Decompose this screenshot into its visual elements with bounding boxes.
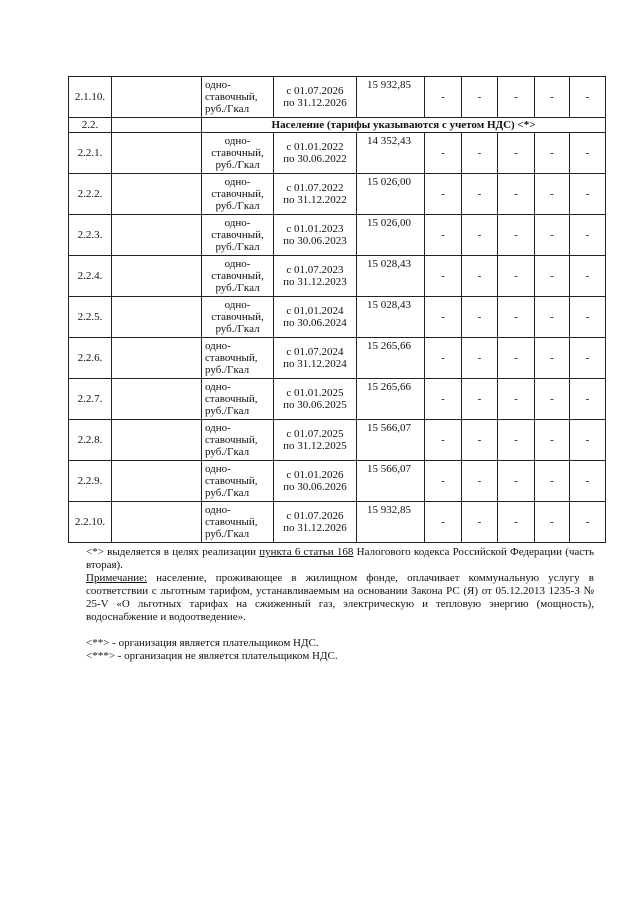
unit-cell: одно-ставочный, руб./Гкал [202, 256, 274, 297]
footnote-vat-payer: <**> - организация является плательщиком НДС. [86, 637, 319, 649]
table-row [69, 215, 606, 256]
period-cell [274, 461, 357, 502]
empty-value-cell: - [425, 77, 462, 118]
unit-cell: одно-ставочный, руб./Гкал [202, 215, 274, 256]
empty-value-cell: - [462, 420, 498, 461]
empty-value-cell: - [462, 338, 498, 379]
empty-value-cell: - [570, 502, 606, 543]
period-to: по 31.12.2026 [283, 522, 347, 534]
empty-value-cell: - [570, 379, 606, 420]
empty-value-cell: - [462, 379, 498, 420]
empty-value-cell: - [425, 461, 462, 502]
empty-value-cell: - [570, 77, 606, 118]
row-number: 2.2.5. [69, 297, 112, 338]
empty-value-cell: - [535, 297, 570, 338]
tariff-value: 15 026,00 [357, 215, 425, 256]
empty-value-cell: - [498, 379, 535, 420]
row-number: 2.2.6. [69, 338, 112, 379]
period-from: с 01.07.2022 [286, 182, 344, 194]
remark [86, 572, 594, 624]
period-from: с 01.07.2024 [286, 346, 344, 358]
period-cell [274, 174, 357, 215]
period-to: по 31.12.2026 [283, 97, 347, 109]
period-cell [274, 77, 357, 118]
tax-code-link[interactable]: пункта 6 статьи 168 [259, 546, 354, 558]
footnote-vat-population [86, 546, 594, 572]
empty-value-cell: - [498, 502, 535, 543]
period-to: по 31.12.2025 [283, 440, 347, 452]
empty-value-cell: - [425, 133, 462, 174]
empty-value-cell: - [425, 420, 462, 461]
table-row [69, 133, 606, 174]
period-cell [274, 502, 357, 543]
row-number: 2.2.7. [69, 379, 112, 420]
tariff-value: 15 566,07 [357, 461, 425, 502]
period-to: по 31.12.2022 [283, 194, 347, 206]
empty-value-cell: - [570, 420, 606, 461]
table-row [69, 420, 606, 461]
empty-value-cell: - [570, 297, 606, 338]
footnote-mark: <*> [86, 546, 104, 558]
row-number: 2.2.4. [69, 256, 112, 297]
remark-label: Примечание: [86, 572, 148, 584]
unit-cell: одно-ставочный, руб./Гкал [202, 77, 274, 118]
empty-value-cell: - [425, 215, 462, 256]
empty-cell [112, 297, 202, 338]
unit-cell: одно-ставочный, руб./Гкал [202, 420, 274, 461]
empty-value-cell: - [462, 502, 498, 543]
empty-value-cell: - [462, 133, 498, 174]
empty-value-cell: - [498, 256, 535, 297]
period-to: по 30.06.2026 [283, 481, 347, 493]
table-row [69, 461, 606, 502]
period-cell [274, 297, 357, 338]
period-to: по 30.06.2023 [283, 235, 347, 247]
footnote-text-end: Налогового кодекса Российской Федерации (часть вторая). [86, 546, 595, 571]
empty-cell [112, 256, 202, 297]
period-from: с 01.01.2022 [286, 141, 344, 153]
period-to: по 31.12.2023 [283, 276, 347, 288]
empty-value-cell: - [462, 256, 498, 297]
tariff-value: 15 932,85 [357, 77, 425, 118]
row-number: 2.2.2. [69, 174, 112, 215]
period-to: по 31.12.2024 [283, 358, 347, 370]
empty-value-cell: - [535, 174, 570, 215]
tariff-value: 15 028,43 [357, 256, 425, 297]
tariff-value: 15 932,85 [357, 502, 425, 543]
empty-cell [112, 338, 202, 379]
empty-value-cell: - [425, 379, 462, 420]
tariff-value: 14 352,43 [357, 133, 425, 174]
tariff-value: 15 026,00 [357, 174, 425, 215]
empty-value-cell: - [462, 174, 498, 215]
unit-cell: одно-ставочный, руб./Гкал [202, 461, 274, 502]
empty-value-cell: - [570, 461, 606, 502]
period-to: по 30.06.2022 [283, 153, 347, 165]
empty-value-cell: - [498, 338, 535, 379]
empty-value-cell: - [535, 256, 570, 297]
empty-value-cell: - [535, 133, 570, 174]
period-from: с 01.07.2025 [286, 428, 344, 440]
empty-value-cell: - [425, 502, 462, 543]
row-number: 2.1.10. [69, 77, 112, 118]
tariff-value: 15 028,43 [357, 297, 425, 338]
row-number: 2.2.1. [69, 133, 112, 174]
period-to: по 30.06.2025 [283, 399, 347, 411]
footnote-text: выделяется в целях реализации [103, 546, 260, 558]
empty-value-cell: - [462, 297, 498, 338]
table-row [69, 379, 606, 420]
table-row [69, 77, 606, 118]
footnotes [86, 546, 594, 663]
empty-value-cell: - [535, 420, 570, 461]
row-number: 2.2.3. [69, 215, 112, 256]
empty-value-cell: - [535, 338, 570, 379]
empty-value-cell: - [462, 461, 498, 502]
table-row [69, 174, 606, 215]
empty-value-cell: - [570, 215, 606, 256]
table-row [69, 502, 606, 543]
empty-value-cell: - [535, 502, 570, 543]
period-to: по 30.06.2024 [283, 317, 347, 329]
period-from: с 01.01.2024 [286, 305, 344, 317]
empty-cell [112, 502, 202, 543]
empty-value-cell: - [535, 379, 570, 420]
table-row [69, 256, 606, 297]
footnote-non-vat-payer: <***> - организация не является плательщиком НДС. [86, 650, 338, 662]
section-title: Население (тарифы указываются с учетом НДС) <*> [202, 118, 606, 133]
empty-value-cell: - [498, 174, 535, 215]
period-from: с 01.07.2026 [286, 85, 344, 97]
unit-cell: одно-ставочный, руб./Гкал [202, 297, 274, 338]
empty-value-cell: - [425, 297, 462, 338]
table-row [69, 297, 606, 338]
tariff-value: 15 265,66 [357, 338, 425, 379]
period-from: с 01.07.2026 [286, 510, 344, 522]
empty-value-cell: - [535, 461, 570, 502]
empty-value-cell: - [462, 77, 498, 118]
period-cell [274, 420, 357, 461]
empty-value-cell: - [425, 338, 462, 379]
row-number: 2.2.8. [69, 420, 112, 461]
empty-value-cell: - [498, 215, 535, 256]
empty-cell [112, 215, 202, 256]
empty-cell [112, 77, 202, 118]
tariff-value: 15 265,66 [357, 379, 425, 420]
empty-value-cell: - [570, 133, 606, 174]
tariff-table-body [69, 77, 606, 543]
empty-cell [112, 461, 202, 502]
empty-cell [112, 133, 202, 174]
empty-value-cell: - [535, 215, 570, 256]
period-cell [274, 379, 357, 420]
row-number: 2.2.10. [69, 502, 112, 543]
row-number: 2.2.9. [69, 461, 112, 502]
empty-cell [112, 174, 202, 215]
period-cell [274, 338, 357, 379]
period-cell [274, 256, 357, 297]
section-row [69, 118, 606, 133]
empty-cell [112, 118, 202, 133]
empty-value-cell: - [535, 77, 570, 118]
unit-cell: одно-ставочный, руб./Гкал [202, 338, 274, 379]
empty-cell [112, 379, 202, 420]
tariff-value: 15 566,07 [357, 420, 425, 461]
period-cell [274, 133, 357, 174]
period-from: с 01.07.2023 [286, 264, 344, 276]
empty-value-cell: - [498, 297, 535, 338]
unit-cell: одно-ставочный, руб./Гкал [202, 379, 274, 420]
unit-cell: одно-ставочный, руб./Гкал [202, 502, 274, 543]
period-from: с 01.01.2023 [286, 223, 344, 235]
remark-text: население, проживающее в жилищном фонде, оплачивает коммунальную услугу в соответствии с льготным тарифом, устанавливаемым на основании Закона РС (Я) от 05.12.2013 1235-З № 25-V «О льготных тарифах на сжиженный газ, электрическую и тепловую энергию (мощность), водоснабжение и водоотведение». [86, 572, 594, 623]
empty-value-cell: - [425, 256, 462, 297]
empty-value-cell: - [498, 420, 535, 461]
empty-value-cell: - [425, 174, 462, 215]
tariff-table [68, 76, 606, 543]
empty-value-cell: - [570, 338, 606, 379]
table-row [69, 338, 606, 379]
row-number: 2.2. [69, 118, 112, 133]
unit-cell: одно-ставочный, руб./Гкал [202, 133, 274, 174]
period-from: с 01.01.2025 [286, 387, 344, 399]
empty-value-cell: - [498, 461, 535, 502]
unit-cell: одно-ставочный, руб./Гкал [202, 174, 274, 215]
period-from: с 01.01.2026 [286, 469, 344, 481]
period-cell [274, 215, 357, 256]
empty-value-cell: - [570, 256, 606, 297]
empty-value-cell: - [498, 133, 535, 174]
empty-value-cell: - [570, 174, 606, 215]
empty-value-cell: - [462, 215, 498, 256]
empty-cell [112, 420, 202, 461]
empty-value-cell: - [498, 77, 535, 118]
